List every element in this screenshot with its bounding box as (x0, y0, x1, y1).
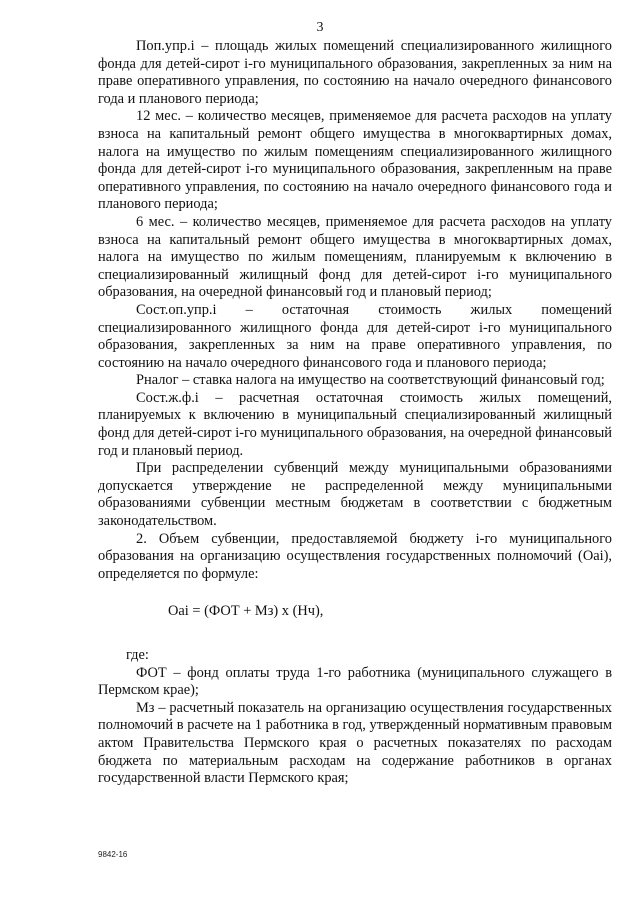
paragraph-sost-zh-f: Сост.ж.ф.i – расчетная остаточная стоимость жилых помещений, планируемых к включению в муниципальный специализированный жилищный фонд для детей-сирот i-го муниципального образования, на очередной финансовый год и плановый период. (98, 389, 612, 459)
paragraph-rnalog: Рналог – ставка налога на имущество на соответствующий финансовый год; (136, 372, 605, 389)
paragraph-distribution-note: При распределении субвенций между муниципальными образованиями допускается утверждение не распределенной между муниципальными образованиями субвенции местным бюджетам в соответствии с бюджетным законодательством. (98, 460, 612, 530)
formula: Оаi = (ФОТ + Мз) х (Нч), (168, 603, 324, 620)
document-code: 9842-16 (98, 850, 128, 859)
document-body (98, 38, 612, 788)
paragraph-sost-op-upr: Сост.оп.упр.i – остаточная стоимость жилых помещений специализированного жилищного фонда для детей-сирот i-го муниципального образования, закрепленных за ним на праве оперативного управления, по состоянию на начало очередного финансового года и планового периода; (98, 301, 612, 371)
definition-mz: Мз – расчетный показатель на организацию осуществления государственных полномочий в расчете на 1 работника в год, утвержденный нормативным правовым актом Правительства Пермского края о расчетных показателях по расходам бюджета по материальным расходам на содержание работников в органах государственной власти Пермского края; (98, 699, 612, 787)
paragraph-item-2: 2. Объем субвенции, предоставляемой бюджету i-го муниципального образования на организацию осуществления государственных полномочий (Оаi), определяется по формуле: (98, 530, 612, 582)
paragraph-pop-upr: Поп.упр.i – площадь жилых помещений специализированного жилищного фонда для детей-сирот i-го муниципального образования, закрепленных за ним на праве оперативного управления, по состоянию на начало очередного финансового года и планового периода; (98, 38, 612, 107)
page-number: 3 (316, 20, 324, 35)
definition-fot: ФОТ – фонд оплаты труда 1-го работника (муниципального служащего в Пермском крае); (98, 664, 612, 699)
paragraph-6-months: 6 мес. – количество месяцев, применяемое для расчета расходов на уплату взноса на капитальный ремонт общего имущества в многоквартирных домах, налога на имущество по жилым помещениям, планируемым к включению в специализированный жилищный фонд для детей-сирот i-го муниципального образования, на очередной финансовый год и плановый период; (98, 213, 612, 301)
where-label: где: (126, 647, 149, 663)
paragraph-12-months: 12 мес. – количество месяцев, применяемое для расчета расходов на уплату взноса на капитальный ремонт общего имущества в многоквартирных домах, налога на имущество по жилым помещениям специализированного жилищного фонда для детей-сирот i-го муниципального образования, закрепленным на праве оперативного управления, по состоянию на начало очередного финансового года и планового периода; (98, 108, 612, 213)
